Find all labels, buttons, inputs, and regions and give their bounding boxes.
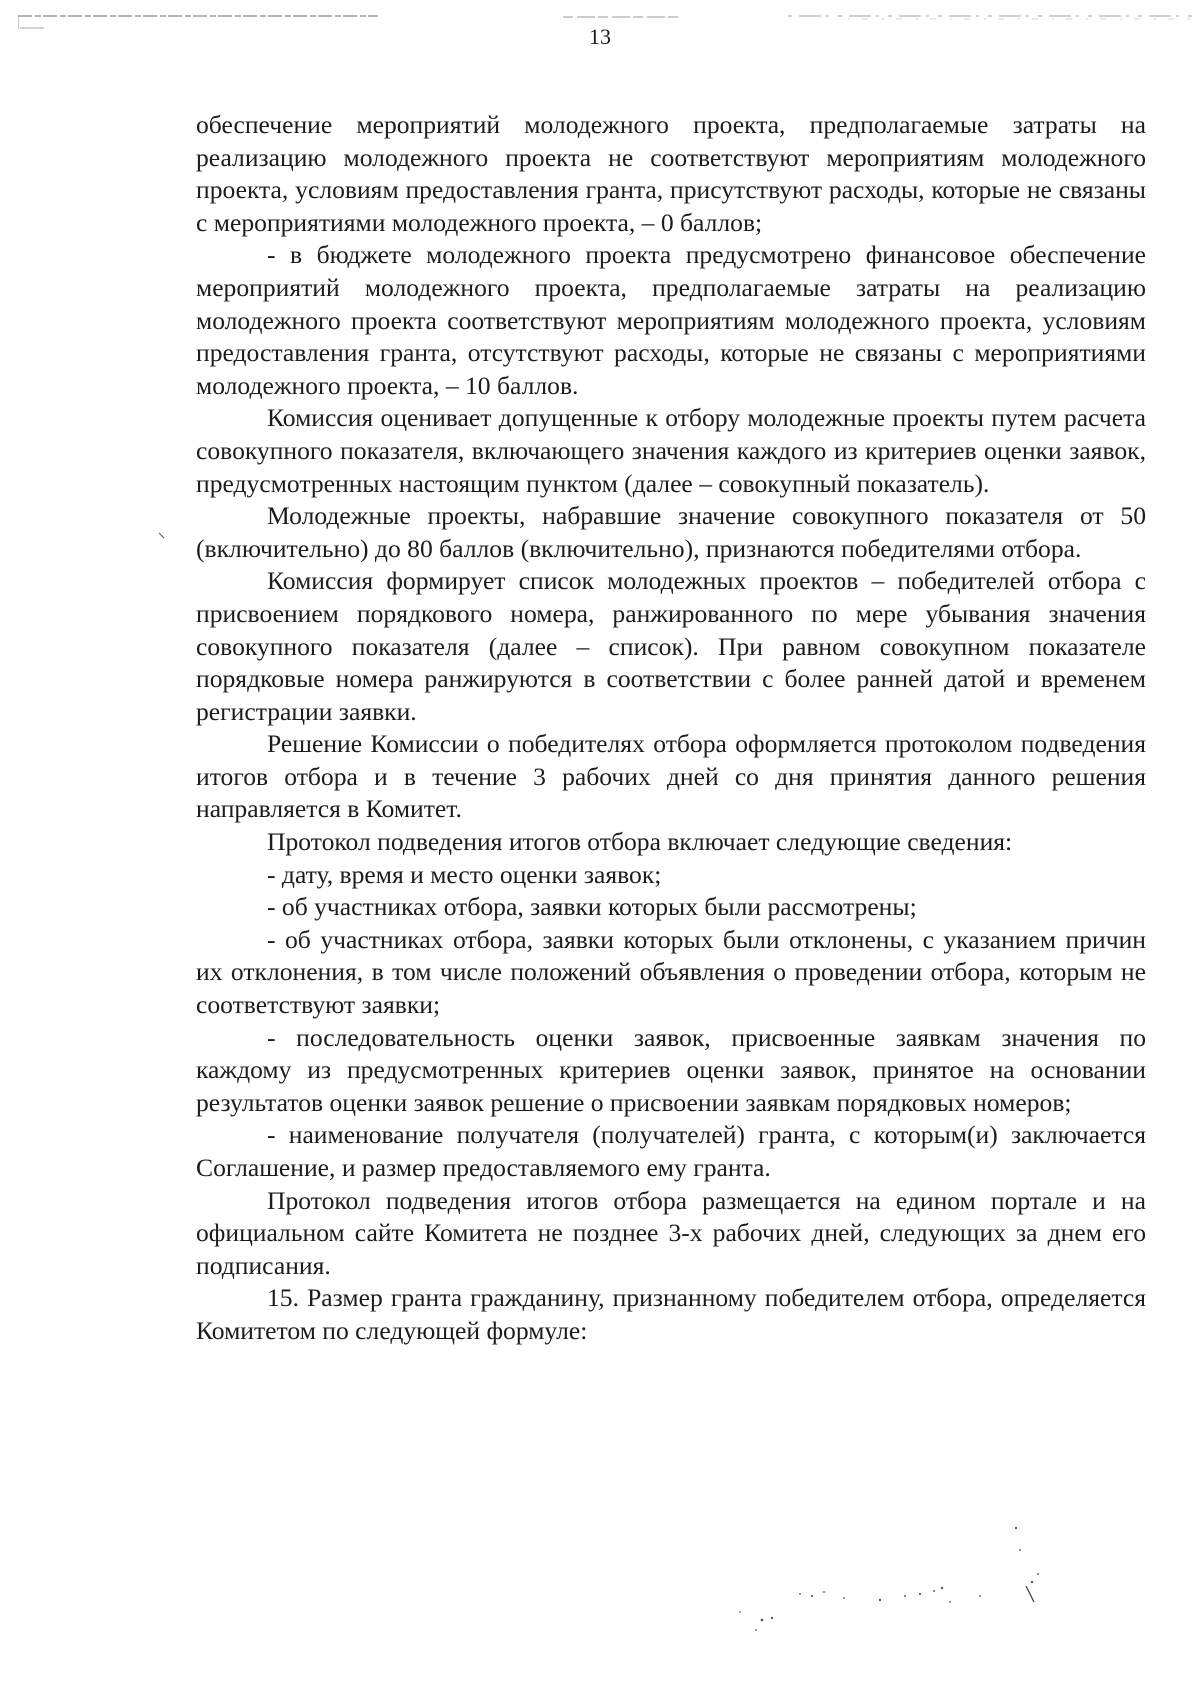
paragraph: Протокол подведения итогов отбора включает следующие сведения: <box>267 827 1013 857</box>
list-item: - наименование получателя (получателей) гранта, с которым(и) заключается Соглашение, и размер предоставляемого ему гранта. <box>196 1120 1146 1182</box>
list-item: - об участниках отбора, заявки которых были рассмотрены; <box>267 892 917 922</box>
paragraph: Решение Комиссии о победителях отбора оформляется протоколом подведения итогов отбора и в течение 3 рабочих дней со дня принятия данного решения направляется в Комитет. <box>196 729 1146 824</box>
scan-noise-speckles <box>720 1520 1060 1670</box>
paragraph: Протокол подведения итогов отбора размещается на едином портале и на официальном сайте Комитета не позднее 3-х рабочих дней, следующих за днем его подписания. <box>196 1185 1146 1280</box>
list-item: - об участниках отбора, заявки которых были отклонены, с указанием причин их отклонения, в том числе положений объявления о проведении отбора, которым не соответствуют заявки; <box>196 924 1146 1020</box>
document-body <box>196 109 1146 1348</box>
paragraph: Молодежные проекты, набравшие значение совокупного показателя от 50 (включительно) до 80 баллов (включительно), признаются победителями отбора. <box>196 501 1146 563</box>
scan-speck <box>158 532 166 540</box>
paragraph: - в бюджете молодежного проекта предусмотрено финансовое обеспечение мероприятий молодежного проекта, предполагаемые затраты на реализацию молодежного проекта соответствуют мероприятиям молодежного проекта, условиям предоставления гранта, отсутствуют расходы, которые не связаны с мероприятиями молодежного проекта, – 10 баллов. <box>196 240 1146 400</box>
paragraph: Комиссия формирует список молодежных проектов – победителей отбора с присвоением порядкового номера, ранжированного по мере убывания значения совокупного показателя (далее – список). При равном совокупном показателе порядковые номера ранжируются в соответствии с более ранней датой и временем регистрации заявки. <box>196 566 1146 726</box>
paragraph: обеспечение мероприятий молодежного проекта, предполагаемые затраты на реализацию молодежного проекта не соответствуют мероприятиям молодежного проекта, условиям предоставления гранта, присутствуют расходы, которые не связаны с мероприятиями молодежного проекта, – 0 баллов; <box>196 110 1146 237</box>
paragraph: Комиссия оценивает допущенные к отбору молодежные проекты путем расчета совокупного показателя, включающего значения каждого из критериев оценки заявок, предусмотренных настоящим пунктом (далее – совокупный показатель). <box>196 403 1146 498</box>
list-item: - дату, время и место оценки заявок; <box>267 859 662 889</box>
page-number: 13 <box>589 24 611 49</box>
paragraph: 15. Размер гранта гражданину, признанному победителем отбора, определяется Комитетом по следующей формуле: <box>196 1283 1146 1345</box>
list-item: - последовательность оценки заявок, присвоенные заявкам значения по каждому из предусмотренных критериев оценки заявок, принятое на основании результатов оценки заявок решение о присвоении заявкам порядковых номеров; <box>196 1022 1146 1117</box>
